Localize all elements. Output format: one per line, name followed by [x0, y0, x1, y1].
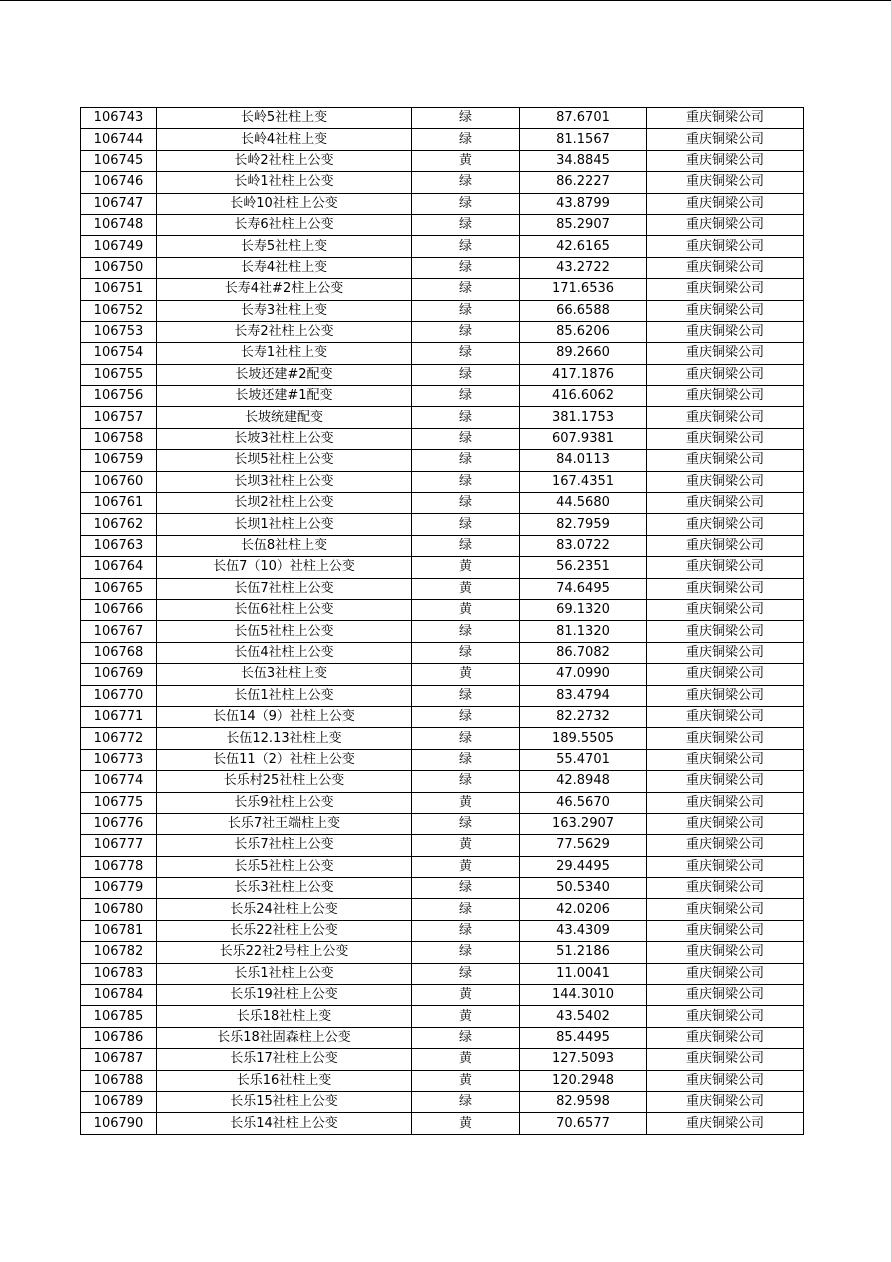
cell-id: 106744	[81, 129, 157, 150]
cell-id: 106766	[81, 599, 157, 620]
cell-status-color: 绿	[412, 279, 520, 300]
table-row	[81, 236, 804, 257]
cell-company: 重庆铜梁公司	[647, 343, 804, 364]
cell-id: 106780	[81, 899, 157, 920]
cell-company: 重庆铜梁公司	[647, 321, 804, 342]
cell-status-color: 绿	[412, 364, 520, 385]
table-row	[81, 985, 804, 1006]
cell-value: 127.5093	[520, 1049, 647, 1070]
cell-value: 381.1753	[520, 407, 647, 428]
cell-status-color: 绿	[412, 749, 520, 770]
cell-value: 86.7082	[520, 642, 647, 663]
table-row	[81, 749, 804, 770]
table-row	[81, 407, 804, 428]
cell-company: 重庆铜梁公司	[647, 300, 804, 321]
cell-value: 43.2722	[520, 257, 647, 278]
cell-status-color: 绿	[412, 428, 520, 449]
table-row	[81, 642, 804, 663]
cell-value: 50.5340	[520, 878, 647, 899]
cell-transformer-name: 长乐7社王端柱上变	[157, 813, 412, 834]
cell-status-color: 绿	[412, 878, 520, 899]
cell-id: 106755	[81, 364, 157, 385]
cell-transformer-name: 长伍12.13社柱上变	[157, 728, 412, 749]
cell-status-color: 绿	[412, 963, 520, 984]
cell-company: 重庆铜梁公司	[647, 578, 804, 599]
cell-status-color: 黄	[412, 599, 520, 620]
table-row	[81, 557, 804, 578]
table-row	[81, 471, 804, 492]
cell-id: 106767	[81, 621, 157, 642]
cell-value: 163.2907	[520, 813, 647, 834]
cell-status-color: 绿	[412, 813, 520, 834]
cell-transformer-name: 长坡还建#1配变	[157, 386, 412, 407]
table-row	[81, 214, 804, 235]
table-row	[81, 878, 804, 899]
cell-id: 106773	[81, 749, 157, 770]
table-row	[81, 493, 804, 514]
cell-value: 43.4309	[520, 920, 647, 941]
table-row	[81, 706, 804, 727]
cell-status-color: 绿	[412, 108, 520, 129]
cell-transformer-name: 长乐7社柱上公变	[157, 835, 412, 856]
cell-value: 85.2907	[520, 214, 647, 235]
cell-transformer-name: 长坡统建配变	[157, 407, 412, 428]
cell-value: 43.5402	[520, 1006, 647, 1027]
cell-status-color: 绿	[412, 1027, 520, 1048]
cell-transformer-name: 长乐18社柱上变	[157, 1006, 412, 1027]
cell-status-color: 绿	[412, 771, 520, 792]
cell-company: 重庆铜梁公司	[647, 899, 804, 920]
cell-value: 87.6701	[520, 108, 647, 129]
cell-status-color: 绿	[412, 471, 520, 492]
table-row	[81, 771, 804, 792]
cell-status-color: 绿	[412, 942, 520, 963]
cell-value: 416.6062	[520, 386, 647, 407]
cell-value: 607.9381	[520, 428, 647, 449]
cell-status-color: 绿	[412, 728, 520, 749]
cell-status-color: 黄	[412, 1049, 520, 1070]
cell-value: 81.1320	[520, 621, 647, 642]
table-row	[81, 428, 804, 449]
cell-id: 106790	[81, 1113, 157, 1134]
table-row	[81, 664, 804, 685]
cell-value: 81.1567	[520, 129, 647, 150]
cell-transformer-name: 长岭4社柱上变	[157, 129, 412, 150]
cell-id: 106746	[81, 172, 157, 193]
cell-status-color: 绿	[412, 193, 520, 214]
table-row	[81, 942, 804, 963]
cell-company: 重庆铜梁公司	[647, 364, 804, 385]
cell-id: 106761	[81, 493, 157, 514]
cell-company: 重庆铜梁公司	[647, 856, 804, 877]
cell-company: 重庆铜梁公司	[647, 1027, 804, 1048]
table-row	[81, 172, 804, 193]
cell-value: 171.6536	[520, 279, 647, 300]
cell-value: 34.8845	[520, 150, 647, 171]
cell-value: 47.0990	[520, 664, 647, 685]
cell-transformer-name: 长伍1社柱上公变	[157, 685, 412, 706]
cell-company: 重庆铜梁公司	[647, 835, 804, 856]
table-row	[81, 514, 804, 535]
cell-id: 106743	[81, 108, 157, 129]
table-row	[81, 1091, 804, 1112]
cell-transformer-name: 长坝5社柱上公变	[157, 450, 412, 471]
cell-transformer-name: 长伍7（10）社柱上公变	[157, 557, 412, 578]
table-row	[81, 1070, 804, 1091]
cell-company: 重庆铜梁公司	[647, 386, 804, 407]
cell-transformer-name: 长坝3社柱上公变	[157, 471, 412, 492]
cell-status-color: 绿	[412, 535, 520, 556]
cell-company: 重庆铜梁公司	[647, 771, 804, 792]
cell-company: 重庆铜梁公司	[647, 214, 804, 235]
table-row	[81, 1006, 804, 1027]
cell-transformer-name: 长寿4社柱上变	[157, 257, 412, 278]
cell-company: 重庆铜梁公司	[647, 150, 804, 171]
cell-transformer-name: 长伍5社柱上公变	[157, 621, 412, 642]
cell-id: 106764	[81, 557, 157, 578]
cell-status-color: 绿	[412, 407, 520, 428]
cell-transformer-name: 长乐17社柱上公变	[157, 1049, 412, 1070]
table-row	[81, 279, 804, 300]
cell-status-color: 黄	[412, 792, 520, 813]
cell-transformer-name: 长伍14（9）社柱上公变	[157, 706, 412, 727]
cell-company: 重庆铜梁公司	[647, 621, 804, 642]
cell-value: 82.9598	[520, 1091, 647, 1112]
cell-status-color: 绿	[412, 1091, 520, 1112]
cell-value: 85.4495	[520, 1027, 647, 1048]
cell-company: 重庆铜梁公司	[647, 279, 804, 300]
cell-company: 重庆铜梁公司	[647, 920, 804, 941]
cell-company: 重庆铜梁公司	[647, 813, 804, 834]
cell-status-color: 绿	[412, 214, 520, 235]
cell-value: 42.8948	[520, 771, 647, 792]
table-row	[81, 129, 804, 150]
cell-transformer-name: 长乐22社2号柱上公变	[157, 942, 412, 963]
cell-transformer-name: 长岭5社柱上变	[157, 108, 412, 129]
cell-value: 83.4794	[520, 685, 647, 706]
cell-company: 重庆铜梁公司	[647, 407, 804, 428]
cell-status-color: 绿	[412, 321, 520, 342]
cell-status-color: 绿	[412, 920, 520, 941]
cell-id: 106779	[81, 878, 157, 899]
table-row	[81, 321, 804, 342]
cell-transformer-name: 长伍11（2）社柱上公变	[157, 749, 412, 770]
cell-id: 106756	[81, 386, 157, 407]
cell-value: 74.6495	[520, 578, 647, 599]
cell-status-color: 黄	[412, 1006, 520, 1027]
table-row	[81, 963, 804, 984]
cell-transformer-name: 长乐5社柱上公变	[157, 856, 412, 877]
cell-id: 106775	[81, 792, 157, 813]
cell-value: 56.2351	[520, 557, 647, 578]
cell-status-color: 黄	[412, 664, 520, 685]
cell-id: 106786	[81, 1027, 157, 1048]
cell-id: 106789	[81, 1091, 157, 1112]
table-row	[81, 450, 804, 471]
cell-transformer-name: 长寿3社柱上变	[157, 300, 412, 321]
cell-company: 重庆铜梁公司	[647, 642, 804, 663]
cell-value: 70.6577	[520, 1113, 647, 1134]
cell-id: 106757	[81, 407, 157, 428]
cell-transformer-name: 长乐15社柱上公变	[157, 1091, 412, 1112]
cell-transformer-name: 长乐1社柱上公变	[157, 963, 412, 984]
cell-id: 106754	[81, 343, 157, 364]
cell-company: 重庆铜梁公司	[647, 1049, 804, 1070]
cell-id: 106784	[81, 985, 157, 1006]
cell-company: 重庆铜梁公司	[647, 257, 804, 278]
cell-transformer-name: 长伍7社柱上公变	[157, 578, 412, 599]
cell-transformer-name: 长岭2社柱上公变	[157, 150, 412, 171]
cell-id: 106750	[81, 257, 157, 278]
cell-status-color: 绿	[412, 257, 520, 278]
table-row	[81, 1049, 804, 1070]
cell-value: 167.4351	[520, 471, 647, 492]
cell-transformer-name: 长坝1社柱上公变	[157, 514, 412, 535]
cell-value: 69.1320	[520, 599, 647, 620]
cell-status-color: 黄	[412, 856, 520, 877]
cell-id: 106759	[81, 450, 157, 471]
cell-id: 106781	[81, 920, 157, 941]
cell-company: 重庆铜梁公司	[647, 706, 804, 727]
cell-id: 106745	[81, 150, 157, 171]
cell-transformer-name: 长寿2社柱上公变	[157, 321, 412, 342]
cell-status-color: 黄	[412, 985, 520, 1006]
cell-value: 44.5680	[520, 493, 647, 514]
cell-id: 106787	[81, 1049, 157, 1070]
cell-value: 84.0113	[520, 450, 647, 471]
cell-company: 重庆铜梁公司	[647, 108, 804, 129]
cell-transformer-name: 长寿1社柱上变	[157, 343, 412, 364]
cell-id: 106778	[81, 856, 157, 877]
cell-value: 66.6588	[520, 300, 647, 321]
cell-status-color: 绿	[412, 386, 520, 407]
table-row	[81, 193, 804, 214]
cell-id: 106763	[81, 535, 157, 556]
table-row	[81, 257, 804, 278]
table-row	[81, 792, 804, 813]
cell-company: 重庆铜梁公司	[647, 193, 804, 214]
cell-status-color: 绿	[412, 514, 520, 535]
cell-status-color: 黄	[412, 557, 520, 578]
cell-transformer-name: 长乐22社柱上公变	[157, 920, 412, 941]
cell-id: 106760	[81, 471, 157, 492]
cell-status-color: 绿	[412, 450, 520, 471]
cell-company: 重庆铜梁公司	[647, 129, 804, 150]
cell-company: 重庆铜梁公司	[647, 1006, 804, 1027]
cell-transformer-name: 长坝2社柱上公变	[157, 493, 412, 514]
cell-id: 106774	[81, 771, 157, 792]
cell-value: 42.6165	[520, 236, 647, 257]
cell-company: 重庆铜梁公司	[647, 685, 804, 706]
cell-status-color: 绿	[412, 899, 520, 920]
cell-company: 重庆铜梁公司	[647, 471, 804, 492]
cell-status-color: 黄	[412, 578, 520, 599]
cell-company: 重庆铜梁公司	[647, 1113, 804, 1134]
cell-id: 106762	[81, 514, 157, 535]
cell-id: 106751	[81, 279, 157, 300]
table-row	[81, 343, 804, 364]
cell-id: 106771	[81, 706, 157, 727]
table-row	[81, 856, 804, 877]
cell-company: 重庆铜梁公司	[647, 1070, 804, 1091]
transformer-table	[80, 107, 804, 1135]
cell-id: 106753	[81, 321, 157, 342]
cell-transformer-name: 长伍4社柱上公变	[157, 642, 412, 663]
table-row	[81, 150, 804, 171]
cell-value: 144.3010	[520, 985, 647, 1006]
cell-status-color: 绿	[412, 343, 520, 364]
cell-company: 重庆铜梁公司	[647, 535, 804, 556]
cell-transformer-name: 长乐9社柱上公变	[157, 792, 412, 813]
cell-company: 重庆铜梁公司	[647, 792, 804, 813]
cell-company: 重庆铜梁公司	[647, 728, 804, 749]
cell-company: 重庆铜梁公司	[647, 557, 804, 578]
cell-value: 85.6206	[520, 321, 647, 342]
cell-value: 89.2660	[520, 343, 647, 364]
table-body	[81, 108, 804, 1135]
table-row	[81, 899, 804, 920]
cell-company: 重庆铜梁公司	[647, 1091, 804, 1112]
cell-transformer-name: 长伍3社柱上变	[157, 664, 412, 685]
cell-value: 82.7959	[520, 514, 647, 535]
table-row	[81, 578, 804, 599]
cell-status-color: 绿	[412, 621, 520, 642]
cell-company: 重庆铜梁公司	[647, 963, 804, 984]
cell-value: 11.0041	[520, 963, 647, 984]
cell-value: 43.8799	[520, 193, 647, 214]
cell-value: 120.2948	[520, 1070, 647, 1091]
cell-transformer-name: 长伍8社柱上变	[157, 535, 412, 556]
cell-id: 106782	[81, 942, 157, 963]
cell-id: 106748	[81, 214, 157, 235]
cell-company: 重庆铜梁公司	[647, 749, 804, 770]
table-row	[81, 364, 804, 385]
cell-status-color: 绿	[412, 493, 520, 514]
table-row	[81, 535, 804, 556]
cell-company: 重庆铜梁公司	[647, 172, 804, 193]
table-row	[81, 920, 804, 941]
cell-id: 106772	[81, 728, 157, 749]
cell-company: 重庆铜梁公司	[647, 428, 804, 449]
table-row	[81, 728, 804, 749]
cell-id: 106783	[81, 963, 157, 984]
cell-status-color: 绿	[412, 172, 520, 193]
cell-id: 106749	[81, 236, 157, 257]
cell-id: 106768	[81, 642, 157, 663]
table-row	[81, 599, 804, 620]
table-row	[81, 300, 804, 321]
cell-transformer-name: 长坡3社柱上公变	[157, 428, 412, 449]
cell-value: 189.5505	[520, 728, 647, 749]
cell-company: 重庆铜梁公司	[647, 514, 804, 535]
cell-transformer-name: 长乐18社固森柱上公变	[157, 1027, 412, 1048]
cell-status-color: 黄	[412, 150, 520, 171]
cell-transformer-name: 长寿6社柱上公变	[157, 214, 412, 235]
page-top-border	[0, 0, 892, 1]
cell-id: 106769	[81, 664, 157, 685]
cell-company: 重庆铜梁公司	[647, 942, 804, 963]
table-row	[81, 108, 804, 129]
cell-transformer-name: 长乐14社柱上公变	[157, 1113, 412, 1134]
cell-status-color: 黄	[412, 1070, 520, 1091]
table-row	[81, 835, 804, 856]
cell-value: 55.4701	[520, 749, 647, 770]
cell-company: 重庆铜梁公司	[647, 236, 804, 257]
cell-status-color: 绿	[412, 642, 520, 663]
cell-status-color: 黄	[412, 1113, 520, 1134]
table-row	[81, 621, 804, 642]
cell-transformer-name: 长乐村25社柱上公变	[157, 771, 412, 792]
cell-id: 106765	[81, 578, 157, 599]
cell-value: 86.2227	[520, 172, 647, 193]
cell-transformer-name: 长寿4社#2柱上公变	[157, 279, 412, 300]
cell-id: 106777	[81, 835, 157, 856]
cell-company: 重庆铜梁公司	[647, 599, 804, 620]
cell-value: 82.2732	[520, 706, 647, 727]
cell-value: 51.2186	[520, 942, 647, 963]
cell-value: 77.5629	[520, 835, 647, 856]
cell-status-color: 绿	[412, 706, 520, 727]
cell-status-color: 黄	[412, 835, 520, 856]
cell-id: 106758	[81, 428, 157, 449]
cell-company: 重庆铜梁公司	[647, 664, 804, 685]
cell-id: 106776	[81, 813, 157, 834]
cell-id: 106752	[81, 300, 157, 321]
cell-transformer-name: 长乐24社柱上公变	[157, 899, 412, 920]
cell-value: 83.0722	[520, 535, 647, 556]
cell-transformer-name: 长寿5社柱上变	[157, 236, 412, 257]
cell-transformer-name: 长乐3社柱上公变	[157, 878, 412, 899]
cell-id: 106785	[81, 1006, 157, 1027]
cell-transformer-name: 长乐19社柱上公变	[157, 985, 412, 1006]
cell-transformer-name: 长岭1社柱上公变	[157, 172, 412, 193]
cell-company: 重庆铜梁公司	[647, 493, 804, 514]
cell-id: 106747	[81, 193, 157, 214]
cell-transformer-name: 长乐16社柱上变	[157, 1070, 412, 1091]
cell-transformer-name: 长伍6社柱上公变	[157, 599, 412, 620]
cell-value: 46.5670	[520, 792, 647, 813]
cell-id: 106770	[81, 685, 157, 706]
cell-value: 417.1876	[520, 364, 647, 385]
table-row	[81, 685, 804, 706]
cell-value: 42.0206	[520, 899, 647, 920]
table-row	[81, 386, 804, 407]
cell-company: 重庆铜梁公司	[647, 985, 804, 1006]
cell-status-color: 绿	[412, 129, 520, 150]
table-row	[81, 1113, 804, 1134]
cell-id: 106788	[81, 1070, 157, 1091]
cell-company: 重庆铜梁公司	[647, 878, 804, 899]
cell-status-color: 绿	[412, 685, 520, 706]
cell-company: 重庆铜梁公司	[647, 450, 804, 471]
cell-status-color: 绿	[412, 236, 520, 257]
table-row	[81, 1027, 804, 1048]
cell-transformer-name: 长岭10社柱上公变	[157, 193, 412, 214]
table-row	[81, 813, 804, 834]
cell-status-color: 绿	[412, 300, 520, 321]
cell-value: 29.4495	[520, 856, 647, 877]
cell-transformer-name: 长坡还建#2配变	[157, 364, 412, 385]
